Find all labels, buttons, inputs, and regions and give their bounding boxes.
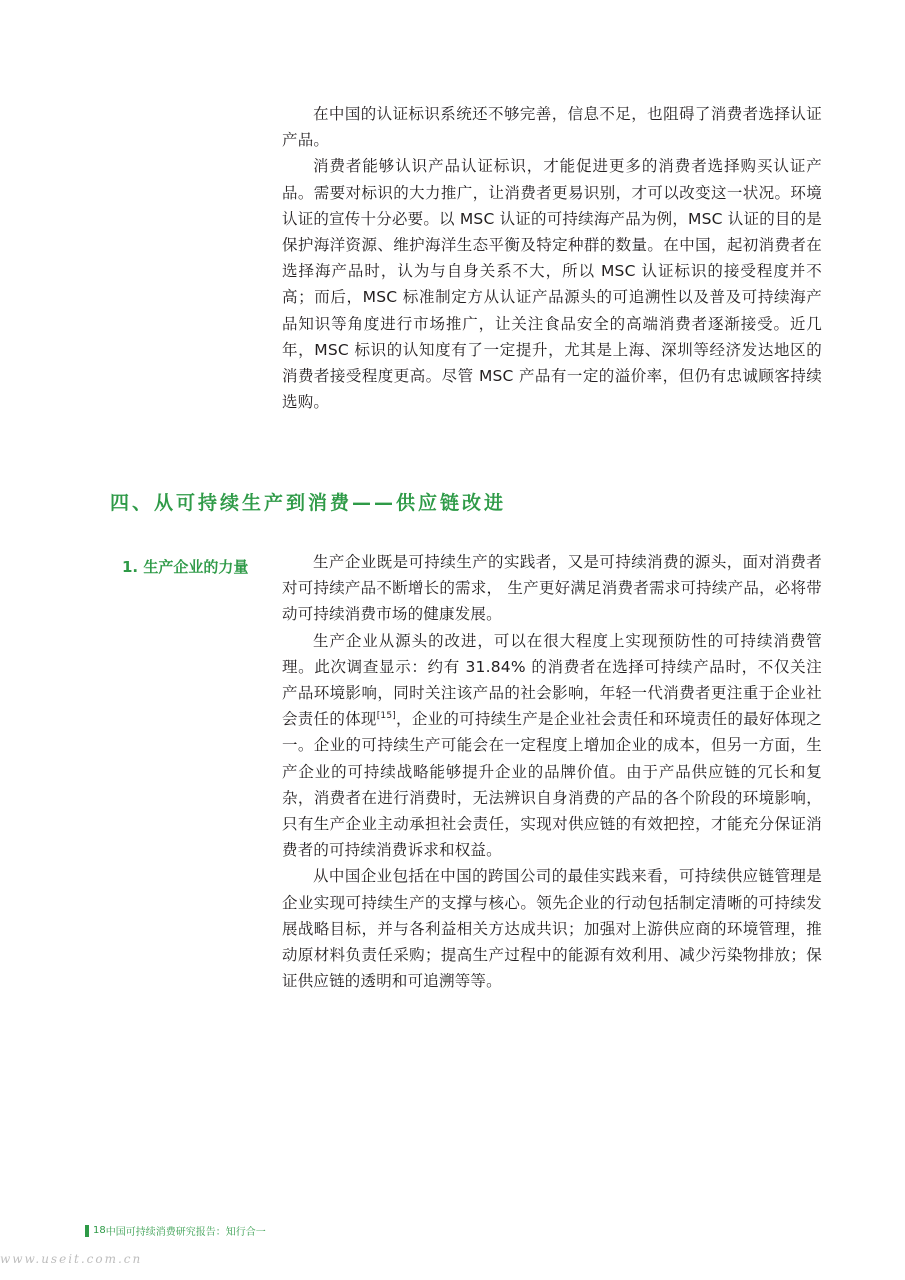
section-heading: 四、从可持续生产到消费——供应链改进: [110, 492, 507, 514]
page-footer: [85, 1223, 266, 1238]
section-paragraph-3: 从中国企业包括在中国的跨国公司的最佳实践来看，可持续供应链管理是企业实现可持续生产的支撑与核心。领先企业的行动包括制定清晰的可持续发展战略目标，并与各利益相关方达成共识；加强对上游供应商的环境管理，推动原材料负责任采购；提高生产过程中的能源有效利用、减少污染物排放；保证供应链的透明和可追溯等等。: [282, 867, 822, 991]
paragraph-2-text-start: 生产企业从源头的改进，可以在很大程度上实现预防性的可持续消费管理。此次调查显示：约有 31.84% 的消费者在选择可持续产品时，不仅关注产品环境影响，同时关注该产品的社会影响，年轻一代消费者更注重于企业社会责任的体现: [282, 631, 822, 729]
intro-text-block: [282, 101, 822, 415]
footer-bar-icon: [85, 1225, 89, 1237]
page-number: 18: [93, 1225, 106, 1236]
watermark: www.useit.com.cn: [0, 1252, 143, 1266]
section-paragraph-2: [282, 628, 822, 864]
paragraph-2-text-end: ，企业的可持续生产是企业社会责任和环境责任的最好体现之一。企业的可持续生产可能会在一定程度上增加企业的成本，但另一方面，生产企业的可持续战略能够提升企业的品牌价值。由于产品供应链的冗长和复杂，消费者在进行消费时，无法辨识自身消费的产品的各个阶段的环境影响，只有生产企业主动承担社会责任，实现对供应链的有效把控，才能充分保证消费者的可持续消费诉求和权益。: [282, 710, 823, 860]
intro-paragraph-1: 在中国的认证标识系统还不够完善，信息不足，也阻碍了消费者选择认证产品。: [282, 105, 822, 150]
footer-report-title: 中国可持续消费研究报告：知行合一: [105, 1227, 266, 1238]
subsection-heading: 1. 生产企业的力量: [122, 558, 249, 576]
intro-paragraph-2: 消费者能够认识产品认证标识，才能促进更多的消费者选择购买认证产品。需要对标识的大力推广，让消费者更易识别，才可以改变这一状况。环境认证的宣传十分必要。以 MSC 认证的可持续海产品为例，MSC 认证的目的是保护海洋资源、维护海洋生态平衡及特定种群的数量。在中国，起初消费者在选择海产品时，认为与自身关系不大，所以 MSC 认证标识的接受程度并不高；而后，MSC 标准制定方从认证产品源头的可追溯性以及普及可持续海产品知识等角度进行市场推广，让关注食品安全的高端消费者逐渐接受。近几年，MSC 标识的认知度有了一定提升，尤其是上海、深圳等经济发达地区的消费者接受程度更高。尽管 MSC 产品有一定的溢价率，但仍有忠诚顾客持续选购。: [282, 157, 822, 412]
section-text-block: [282, 549, 822, 994]
reference-marker: [15]: [376, 711, 396, 722]
section-paragraph-1: 生产企业既是可持续生产的实践者，又是可持续消费的源头，面对消费者对可持续产品不断增长的需求， 生产更好满足消费者需求可持续产品，必将带动可持续消费市场的健康发展。: [282, 553, 822, 624]
